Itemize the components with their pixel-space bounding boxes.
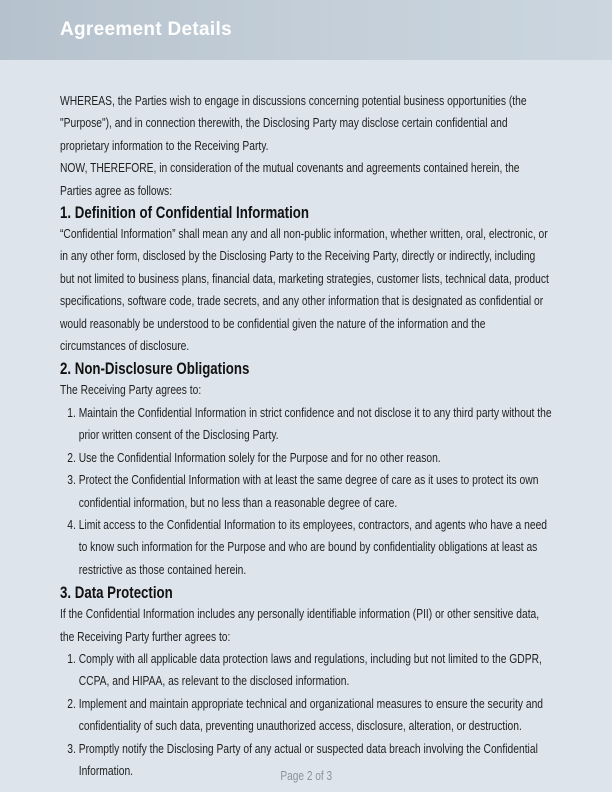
page-number: Page 2 of 3 xyxy=(280,768,332,783)
intro-whereas: WHEREAS, the Parties wish to engage in discussions concerning potential business opportunities (the "Purpose"), and in connection therewith, the Disclosing Party may disclose certain confidential and proprietary information to the Receiving Party. xyxy=(60,93,527,153)
section-heading: 1. Definition of Confidential Information xyxy=(60,203,309,223)
list-item: 3. Protect the Confidential Information with at least the same degree of care as it uses to protect its own confidential information, but no less than a reasonable degree of care. xyxy=(79,469,552,514)
section-heading: 2. Non-Disclosure Obligations xyxy=(60,359,250,379)
data-protection-list xyxy=(60,648,552,782)
section-body: The Receiving Party agrees to: xyxy=(60,382,202,398)
intro-now-therefore: NOW, THEREFORE, in consideration of the mutual covenants and agreements contained herein, the Parties agree as follows: xyxy=(60,160,520,198)
section-body: “Confidential Information” shall mean any and all non-public information, whether written, oral, electronic, or in any other form, disclosed by the Disclosing Party to the Receiving Party, directly or indirectly, including but not limited to business plans, financial data, marketing strategies, customer lists, technical data, product specifications, software code, trade secrets, and any other information that is designated as confidential or would reasonably be understood to be confidential given the nature of the information and the circumstances of disclosure. xyxy=(60,226,549,354)
list-item: 2. Implement and maintain appropriate technical and organizational measures to ensure the security and confidentiality of such data, preventing unauthorized access, disclosure, alteration, or destruction. xyxy=(79,693,552,738)
page-title: Agreement Details xyxy=(60,19,232,40)
document-body xyxy=(60,90,552,782)
section-body: If the Confidential Information includes any personally identifiable information (PII) or other sensitive data, the Receiving Party further agrees to: xyxy=(60,606,540,644)
page-footer xyxy=(0,768,612,783)
list-item: 3. Promptly notify the Disclosing Party of any actual or suspected data breach involving the Confidential Information. xyxy=(79,738,552,783)
page-header xyxy=(0,0,612,60)
list-item: 4. Limit access to the Confidential Information to its employees, contractors, and agents who have a need to know such information for the Purpose and who are bound by confidentiality obligations at least as restrictive as those contained herein. xyxy=(79,514,552,581)
list-item: 1. Maintain the Confidential Information in strict confidence and not disclose it to any third party without the prior written consent of the Disclosing Party. xyxy=(79,402,552,447)
section-heading: 3. Data Protection xyxy=(60,583,173,603)
list-item: 2. Use the Confidential Information solely for the Purpose and for no other reason. xyxy=(79,447,552,469)
list-item: 1. Comply with all applicable data protection laws and regulations, including but not limited to the GDPR, CCPA, and HIPAA, as relevant to the disclosed information. xyxy=(79,648,552,693)
obligations-list xyxy=(60,402,552,581)
